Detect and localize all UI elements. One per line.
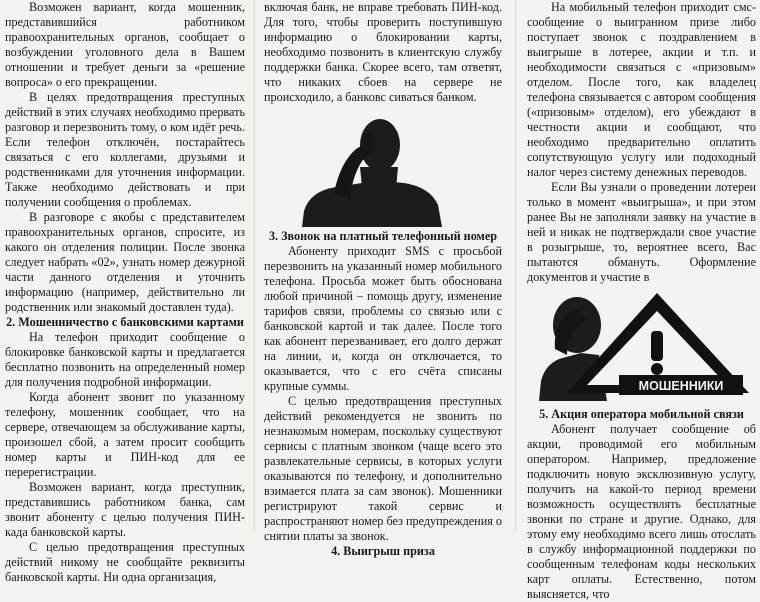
- paragraph: На мобильный телефон приходит смс-сообщение о выигранном призе либо поступает звонок с поздравлением в выигрыше в лотерее, акции и т.п. и необходимости связаться с «призовым» отделом. После того, как владелец телефона связывается с автором сообщения («призовым» отделом), его убеждают в честности акции и сообщают, что необходимо предварительно оплатить сопутствующую услугу или подоходный налог через систему денежных переводов.: [527, 0, 756, 179]
- column-middle: [264, 0, 502, 558]
- section-heading-bank-cards: 2. Мошенничество с банковскими картами: [6, 315, 244, 329]
- silhouette-phone-man-icon: [264, 107, 502, 227]
- fraud-warning-illustration: [527, 289, 756, 401]
- paragraph: В разговоре с якобы с представителем правоохранительных органов, спросите, из какого он отделения полиции. После звонка следует набрать «02», узнать номер дежурной части данного отделения и уточнить информацию (например, действительно ли родственник или знакомый доставлен туда).: [5, 210, 245, 314]
- paragraph: Когда абонент звонит по указанному телефону, мошенник сообщает, что на сервере, отвечающем за обслуживание карты, произошел сбой, а затем просит сообщить номер карты и ПИН-код для ее перерегистрации.: [5, 390, 245, 479]
- fold-line-right: [515, 0, 516, 532]
- paragraph: На телефон приходит сообщение о блокировке банковской карты и предлагается бесплатно позвонить на определенный номер для получения подробной информации.: [5, 330, 245, 389]
- paragraph: Возможен вариант, когда преступник, представившись работником банка, сам звонит абоненту с целью получения ПИН-када банковской карты.: [5, 480, 245, 539]
- paragraph: С целью предотвращения преступных действий никому не сообщайте реквизиты банковской карты. Ни одна организация,: [5, 540, 245, 584]
- phone-man-illustration: [264, 107, 502, 227]
- paragraph: В целях предотвращения преступных действий в этих случаях необходимо прервать разговор и перезвонить тому, о ком идёт речь. Если телефон отключён, постарайтесь связаться с его коллегами, друзьями и родственниками для уточнения информации. Также необходимо действовать и при получении сообщения о проблемах.: [5, 90, 246, 209]
- paragraph: включая банк, не вправе требовать ПИН-код. Для того, чтобы проверить поступившую информацию о блокировании карты, необходимо позвонить в клиентскую службу поддержки банка. Скорее всего, там ответят, что никаких сбоев на сервере не происходило, а банковс сиваться банком.: [264, 0, 502, 104]
- fold-line-left: [254, 0, 255, 532]
- section-heading-operator-promo: 5. Акция оператора мобильной связи: [539, 407, 744, 421]
- section-heading-paid-call: 3. Звонок на платный телефонный номер: [268, 229, 498, 243]
- paragraph: Возможен вариант, когда мошенник, представившийся работником правоохранительных органов, сообщает о возбуждении уголовного дела в Вашем отношении и требует деньги за «решение вопроса» о его прекращении.: [5, 0, 245, 89]
- column-right: [527, 0, 756, 601]
- paragraph: Если Вы узнали о проведении лотереи только в момент «выигрыша», и при этом ранее Вы не заполняли заявку на участие в ней и никак не подтверждали свое участие в розыгрыше, то, вероятнее всего, Вас пытаются обмануть. Оформление документов и участие в: [527, 180, 756, 284]
- paragraph: С целью предотвращения преступных действий рекомендуется не звонить по незнакомым номерам, поскольку существуют сервисы с платным звонком (чаще всего это развлекательные сервисы, в которых услуги оказываются по телефону, и дополнительно взимается плата за сам звонок). Мошенники регистрируют такой сервис и распространяют номер без предупреждения о снятии платы за звонок.: [264, 394, 502, 543]
- column-left: [5, 0, 246, 584]
- section-heading-prize: 4. Выигрыш приза: [331, 544, 435, 558]
- paragraph: Абонент получает сообщение об акции, проводимой его мобильным оператором. Например, предложение подключить новую эксклюзивную услугу, получить на какой-то период времени возможность осуществлять бесплатные звонки по стране и другие. Однако, для этому ему необходимо всего лишь отослать в службу информационной поддержки по сообщенным телефонам коды нескольких карт оплаты. Естественно, потом выясняется, что: [527, 422, 756, 601]
- warning-triangle-icon: [527, 289, 756, 401]
- warning-banner-text: МОШЕННИКИ: [638, 379, 724, 393]
- paragraph: Абоненту приходит SMS с просьбой перезвонить на указанный номер мобильного телефона. Просьба может быть обоснована любой причиной – помощь другу, изменение тарифов связи, проблемы со связью или с банковской картой и так далее. После того как абонент перезванивает, его долго держат на линии, и, когда он отключается, то оказывается, что с его счёта списаны крупные суммы.: [264, 244, 502, 393]
